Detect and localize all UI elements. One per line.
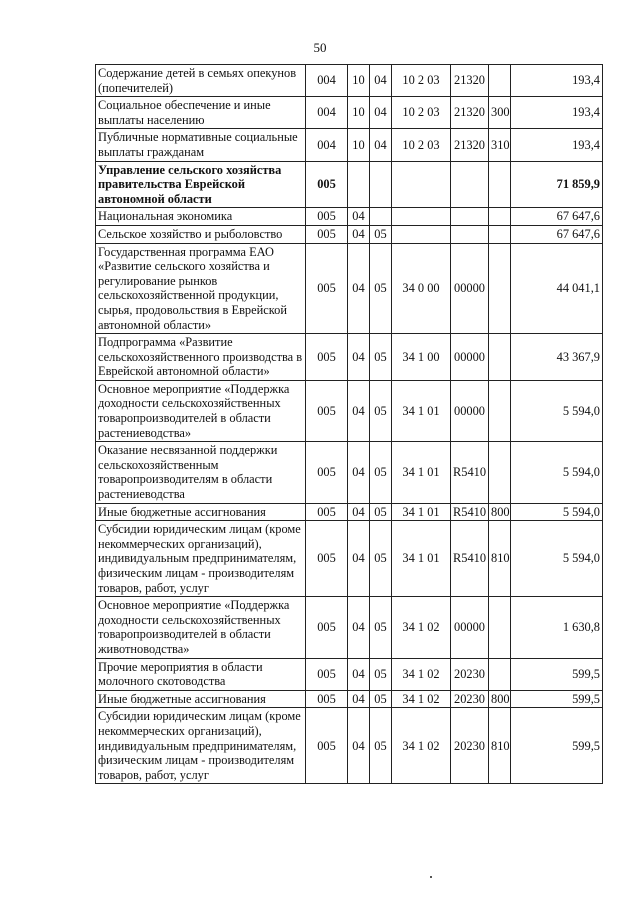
table-row	[96, 334, 603, 381]
cell-program-code: 34 1 01	[392, 503, 451, 521]
cell-ministry-code: 005	[306, 334, 348, 381]
cell-ministry-code: 005	[306, 161, 348, 208]
cell-subsection: 05	[370, 380, 392, 441]
cell-name: Публичные нормативные социальные выплаты гражданам	[96, 129, 306, 161]
cell-subsection: 05	[370, 708, 392, 784]
table-row	[96, 161, 603, 208]
cell-name: Национальная экономика	[96, 208, 306, 226]
cell-subsection: 05	[370, 503, 392, 521]
cell-direction-code	[451, 161, 489, 208]
cell-name: Сельское хозяйство и рыболовство	[96, 225, 306, 243]
cell-section: 04	[348, 503, 370, 521]
cell-amount: 599,5	[511, 658, 603, 690]
cell-direction-code: R5410	[451, 503, 489, 521]
table-row	[96, 65, 603, 97]
cell-section: 04	[348, 225, 370, 243]
cell-name: Основное мероприятие «Поддержка доходности сельскохозяйственных товаропроизводителей в области растениеводства»	[96, 380, 306, 441]
cell-expense-type	[489, 243, 511, 334]
cell-ministry-code: 005	[306, 708, 348, 784]
cell-program-code: 34 0 00	[392, 243, 451, 334]
table-row	[96, 243, 603, 334]
table-row	[96, 708, 603, 784]
cell-section: 04	[348, 243, 370, 334]
cell-amount: 193,4	[511, 97, 603, 129]
table-row	[96, 658, 603, 690]
cell-amount: 1 630,8	[511, 597, 603, 658]
cell-direction-code: 21320	[451, 65, 489, 97]
cell-subsection: 04	[370, 97, 392, 129]
cell-name: Субсидии юридическим лицам (кроме некоммерческих организаций), индивидуальным предпринимателям, физическим лицам - производителям товаров, работ, услуг	[96, 708, 306, 784]
cell-expense-type	[489, 334, 511, 381]
scan-speck	[430, 876, 432, 878]
cell-ministry-code: 005	[306, 380, 348, 441]
cell-expense-type	[489, 442, 511, 503]
cell-direction-code: R5410	[451, 442, 489, 503]
cell-ministry-code: 005	[306, 208, 348, 226]
table-body	[96, 65, 603, 784]
cell-section: 04	[348, 658, 370, 690]
cell-subsection	[370, 161, 392, 208]
cell-program-code: 34 1 00	[392, 334, 451, 381]
cell-ministry-code: 005	[306, 690, 348, 708]
table-row	[96, 442, 603, 503]
cell-expense-type	[489, 225, 511, 243]
cell-section: 04	[348, 708, 370, 784]
cell-section: 04	[348, 208, 370, 226]
table-row	[96, 521, 603, 597]
cell-program-code	[392, 161, 451, 208]
cell-amount: 599,5	[511, 708, 603, 784]
cell-amount: 44 041,1	[511, 243, 603, 334]
cell-direction-code: R5410	[451, 521, 489, 597]
cell-name: Содержание детей в семьях опекунов (попечителей)	[96, 65, 306, 97]
cell-name: Управление сельского хозяйства правительства Еврейской автономной области	[96, 161, 306, 208]
cell-name: Подпрограмма «Развитие сельскохозяйственного производства в Еврейской автономной области»	[96, 334, 306, 381]
cell-amount: 67 647,6	[511, 208, 603, 226]
cell-direction-code: 20230	[451, 658, 489, 690]
cell-name: Субсидии юридическим лицам (кроме некоммерческих организаций), индивидуальным предпринимателям, физическим лицам - производителям товаров, работ, услуг	[96, 521, 306, 597]
cell-ministry-code: 005	[306, 521, 348, 597]
cell-subsection: 05	[370, 243, 392, 334]
cell-direction-code: 21320	[451, 129, 489, 161]
cell-expense-type: 800	[489, 690, 511, 708]
cell-subsection: 05	[370, 442, 392, 503]
cell-section: 04	[348, 597, 370, 658]
cell-direction-code: 21320	[451, 97, 489, 129]
cell-program-code: 34 1 02	[392, 597, 451, 658]
cell-amount: 599,5	[511, 690, 603, 708]
cell-program-code	[392, 225, 451, 243]
cell-amount: 5 594,0	[511, 521, 603, 597]
cell-direction-code: 00000	[451, 243, 489, 334]
cell-section: 10	[348, 129, 370, 161]
cell-amount: 5 594,0	[511, 442, 603, 503]
cell-section: 04	[348, 521, 370, 597]
cell-ministry-code: 005	[306, 503, 348, 521]
table-row	[96, 208, 603, 226]
cell-ministry-code: 005	[306, 658, 348, 690]
cell-amount: 193,4	[511, 129, 603, 161]
cell-section: 04	[348, 380, 370, 441]
cell-amount: 5 594,0	[511, 380, 603, 441]
cell-name: Государственная программа ЕАО «Развитие сельского хозяйства и регулирование рынков сельскохозяйственной продукции, сырья, продовольствия в Еврейской автономной области»	[96, 243, 306, 334]
cell-subsection: 05	[370, 334, 392, 381]
cell-program-code: 10 2 03	[392, 97, 451, 129]
budget-table	[95, 64, 603, 784]
cell-direction-code: 20230	[451, 708, 489, 784]
cell-expense-type: 310	[489, 129, 511, 161]
cell-expense-type	[489, 161, 511, 208]
cell-subsection: 05	[370, 521, 392, 597]
cell-amount: 67 647,6	[511, 225, 603, 243]
cell-ministry-code: 004	[306, 97, 348, 129]
cell-ministry-code: 005	[306, 243, 348, 334]
cell-section: 10	[348, 65, 370, 97]
cell-expense-type: 810	[489, 708, 511, 784]
cell-direction-code: 00000	[451, 334, 489, 381]
cell-section: 04	[348, 442, 370, 503]
cell-section: 04	[348, 690, 370, 708]
cell-expense-type	[489, 380, 511, 441]
cell-name: Социальное обеспечение и иные выплаты населению	[96, 97, 306, 129]
cell-expense-type	[489, 65, 511, 97]
cell-direction-code	[451, 225, 489, 243]
cell-expense-type: 300	[489, 97, 511, 129]
cell-direction-code: 00000	[451, 597, 489, 658]
cell-ministry-code: 005	[306, 442, 348, 503]
page-number: 50	[313, 40, 327, 55]
cell-ministry-code: 005	[306, 597, 348, 658]
cell-direction-code: 20230	[451, 690, 489, 708]
table-row	[96, 380, 603, 441]
cell-program-code: 10 2 03	[392, 65, 451, 97]
table-row	[96, 225, 603, 243]
cell-direction-code: 00000	[451, 380, 489, 441]
cell-program-code: 34 1 01	[392, 521, 451, 597]
table-row	[96, 97, 603, 129]
table-row	[96, 690, 603, 708]
cell-name: Основное мероприятие «Поддержка доходности сельскохозяйственных товаропроизводителей в области животноводства»	[96, 597, 306, 658]
cell-section: 04	[348, 334, 370, 381]
cell-section: 10	[348, 97, 370, 129]
table-row	[96, 597, 603, 658]
cell-subsection	[370, 208, 392, 226]
table-row	[96, 129, 603, 161]
cell-section	[348, 161, 370, 208]
cell-subsection: 05	[370, 690, 392, 708]
cell-subsection: 05	[370, 597, 392, 658]
cell-program-code: 34 1 02	[392, 708, 451, 784]
cell-subsection: 05	[370, 225, 392, 243]
cell-expense-type	[489, 208, 511, 226]
cell-direction-code	[451, 208, 489, 226]
cell-name: Оказание несвязанной поддержки сельскохозяйственным товаропроизводителям в области растениеводства	[96, 442, 306, 503]
cell-name: Иные бюджетные ассигнования	[96, 690, 306, 708]
cell-program-code	[392, 208, 451, 226]
cell-expense-type: 810	[489, 521, 511, 597]
cell-program-code: 34 1 02	[392, 658, 451, 690]
cell-program-code: 34 1 01	[392, 442, 451, 503]
cell-ministry-code: 005	[306, 225, 348, 243]
cell-subsection: 05	[370, 658, 392, 690]
cell-program-code: 34 1 02	[392, 690, 451, 708]
cell-program-code: 34 1 01	[392, 380, 451, 441]
cell-ministry-code: 004	[306, 65, 348, 97]
cell-name: Прочие мероприятия в области молочного скотоводства	[96, 658, 306, 690]
cell-amount: 193,4	[511, 65, 603, 97]
cell-expense-type	[489, 658, 511, 690]
cell-expense-type	[489, 597, 511, 658]
cell-subsection: 04	[370, 129, 392, 161]
cell-subsection: 04	[370, 65, 392, 97]
cell-amount: 43 367,9	[511, 334, 603, 381]
cell-amount: 5 594,0	[511, 503, 603, 521]
cell-amount: 71 859,9	[511, 161, 603, 208]
cell-program-code: 10 2 03	[392, 129, 451, 161]
table-row	[96, 503, 603, 521]
cell-ministry-code: 004	[306, 129, 348, 161]
cell-expense-type: 800	[489, 503, 511, 521]
cell-name: Иные бюджетные ассигнования	[96, 503, 306, 521]
